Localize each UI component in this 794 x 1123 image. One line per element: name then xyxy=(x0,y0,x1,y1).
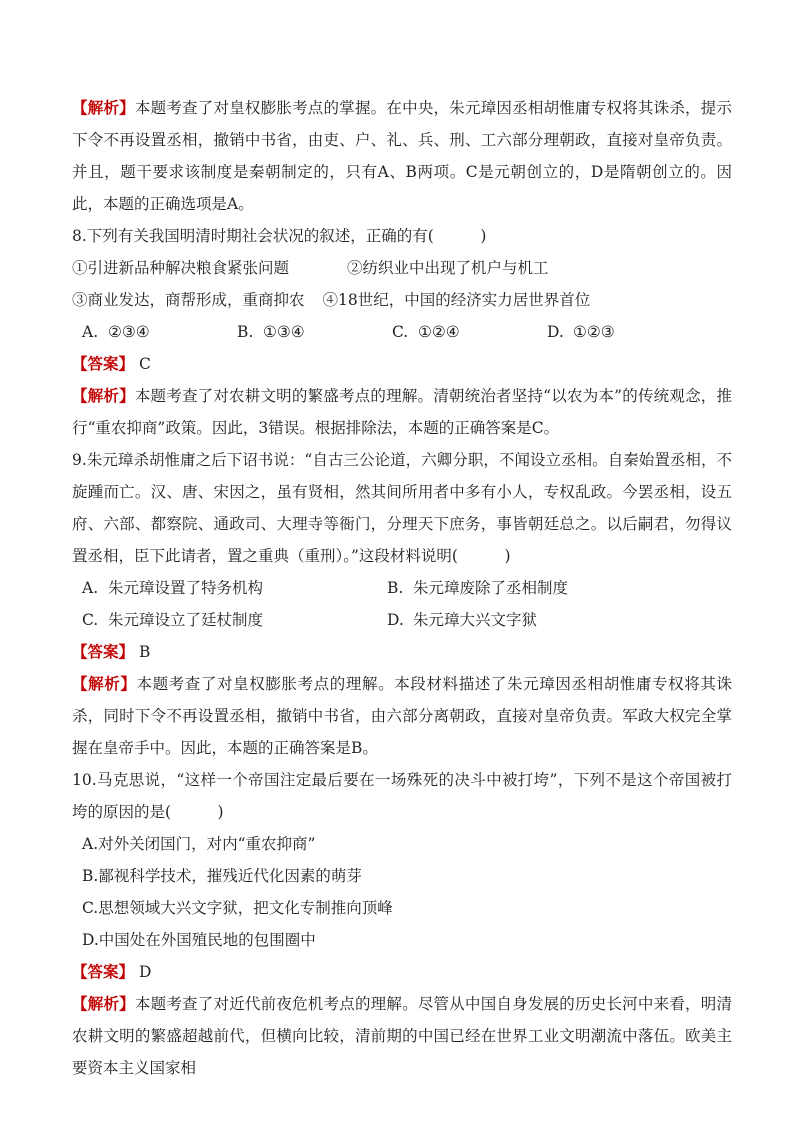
q8-option-a[interactable]: A. ②③④ xyxy=(82,323,150,341)
q8-analysis-text: 本题考查了对农耕文明的繁盛考点的理解。清朝统治者坚持“以农为本”的传统观念，推行“重农抑商”政策。因此，3错误。根据排除法，本题的正确答案是C。 xyxy=(72,387,732,437)
q8-item-2: ②纺织业中出现了机户与机工 xyxy=(347,259,549,277)
q10-option-c[interactable]: C.思想领域大兴文字狱，把文化专制推向顶峰 xyxy=(82,899,393,917)
answer-label: 【答案】 xyxy=(72,962,135,981)
q10-analysis-text: 本题考查了对近代前夜危机考点的理解。尽管从中国自身发展的历史长河中来看，明清农耕文明的繁盛超越前代，但横向比较，清前期的中国已经在世界工业文明潮流中落伍。欧美主要资本主义国家相 xyxy=(72,995,732,1077)
q9-stem: 9.朱元璋杀胡惟庸之后下诏书说：“自古三公论道，六卿分职，不闻设立丞相。自秦始置丞相，不旋踵而亡。汉、唐、宋因之，虽有贤相，然其间所用者中多有小人，专权乱政。今罢丞相，设五府、六部、都察院、通政司、大理寺等衙门，分理天下庶务，事皆朝廷总之。以后嗣君，勿得议置丞相，臣下此请者，置之重典（重刑）。”这段材料说明( ) xyxy=(72,451,732,565)
q9-option-c[interactable]: C. 朱元璋设立了廷杖制度 xyxy=(82,611,264,629)
q8-stem: 8.下列有关我国明清时期社会状况的叙述，正确的有( ) xyxy=(72,227,487,245)
analysis-label: 【解析】 xyxy=(72,994,135,1013)
q10-analysis xyxy=(72,988,732,1084)
q8-items-row1 xyxy=(72,252,732,284)
q10-answer xyxy=(72,956,732,988)
q10-stem: 10.马克思说，“这样一个帝国注定最后要在一场殊死的决斗中被打垮”，下列不是这个帝国被打垮的原因的是( ) xyxy=(72,771,732,821)
q7-analysis-text: 本题考查了对皇权膨胀考点的掌握。在中央，朱元璋因丞相胡惟庸专权将其诛杀，提示下令不再设置丞相，撤销中书省，由吏、户、礼、兵、刑、工六部分理朝政，直接对皇帝负责。并且，题干要求该制度是秦朝制定的，只有A、B两项。C是元朝创立的，D是隋朝创立的。因此，本题的正确选项是A。 xyxy=(72,99,732,213)
q8-answer-value: C xyxy=(138,355,151,373)
q9-answer-value: B xyxy=(138,643,151,661)
q10-answer-value: D xyxy=(138,963,152,981)
q9-answer xyxy=(72,636,732,668)
q8-analysis xyxy=(72,380,732,444)
q9-options-row1 xyxy=(72,572,732,604)
answer-label: 【答案】 xyxy=(72,354,135,373)
q9-options-row2 xyxy=(72,604,732,636)
q10-option-b[interactable]: B.鄙视科学技术，摧残近代化因素的萌芽 xyxy=(82,867,362,885)
q9-analysis-text: 本题考查了对皇权膨胀考点的理解。本段材料描述了朱元璋因丞相胡惟庸专权将其诛杀，同时下令不再设置丞相，撤销中书省，由六部分离朝政，直接对皇帝负责。军政大权完全掌握在皇帝手中。因此，本题的正确答案是B。 xyxy=(72,675,732,757)
q8-option-c[interactable]: C. ①②④ xyxy=(392,323,460,341)
q8-item-3: ③商业发达，商帮形成，重商抑农 xyxy=(72,291,305,309)
q7-analysis xyxy=(72,92,732,220)
analysis-label: 【解析】 xyxy=(72,386,135,405)
analysis-label: 【解析】 xyxy=(72,98,135,117)
q9-option-a[interactable]: A. 朱元璋设置了特务机构 xyxy=(82,579,264,597)
q8-answer xyxy=(72,348,732,380)
q10-option-d[interactable]: D.中国处在外国殖民地的包围圈中 xyxy=(82,931,316,949)
q8-items-row2 xyxy=(72,284,732,316)
q9-option-b[interactable]: B. 朱元璋废除了丞相制度 xyxy=(387,579,569,597)
q10-option-a[interactable]: A.对外关闭国门，对内“重农抑商” xyxy=(82,835,316,853)
q8-options xyxy=(72,316,732,348)
document-page xyxy=(72,92,732,1084)
q9-option-d[interactable]: D. 朱元璋大兴文字狱 xyxy=(387,611,538,629)
q8-item-4: ④18世纪，中国的经济实力居世界首位 xyxy=(322,291,591,309)
analysis-label: 【解析】 xyxy=(72,674,137,693)
q9-analysis xyxy=(72,668,732,764)
answer-label: 【答案】 xyxy=(72,642,135,661)
q8-item-1: ①引进新品种解决粮食紧张问题 xyxy=(72,259,290,277)
q8-option-b[interactable]: B. ①③④ xyxy=(237,323,305,341)
q8-option-d[interactable]: D. ①②③ xyxy=(547,323,615,341)
